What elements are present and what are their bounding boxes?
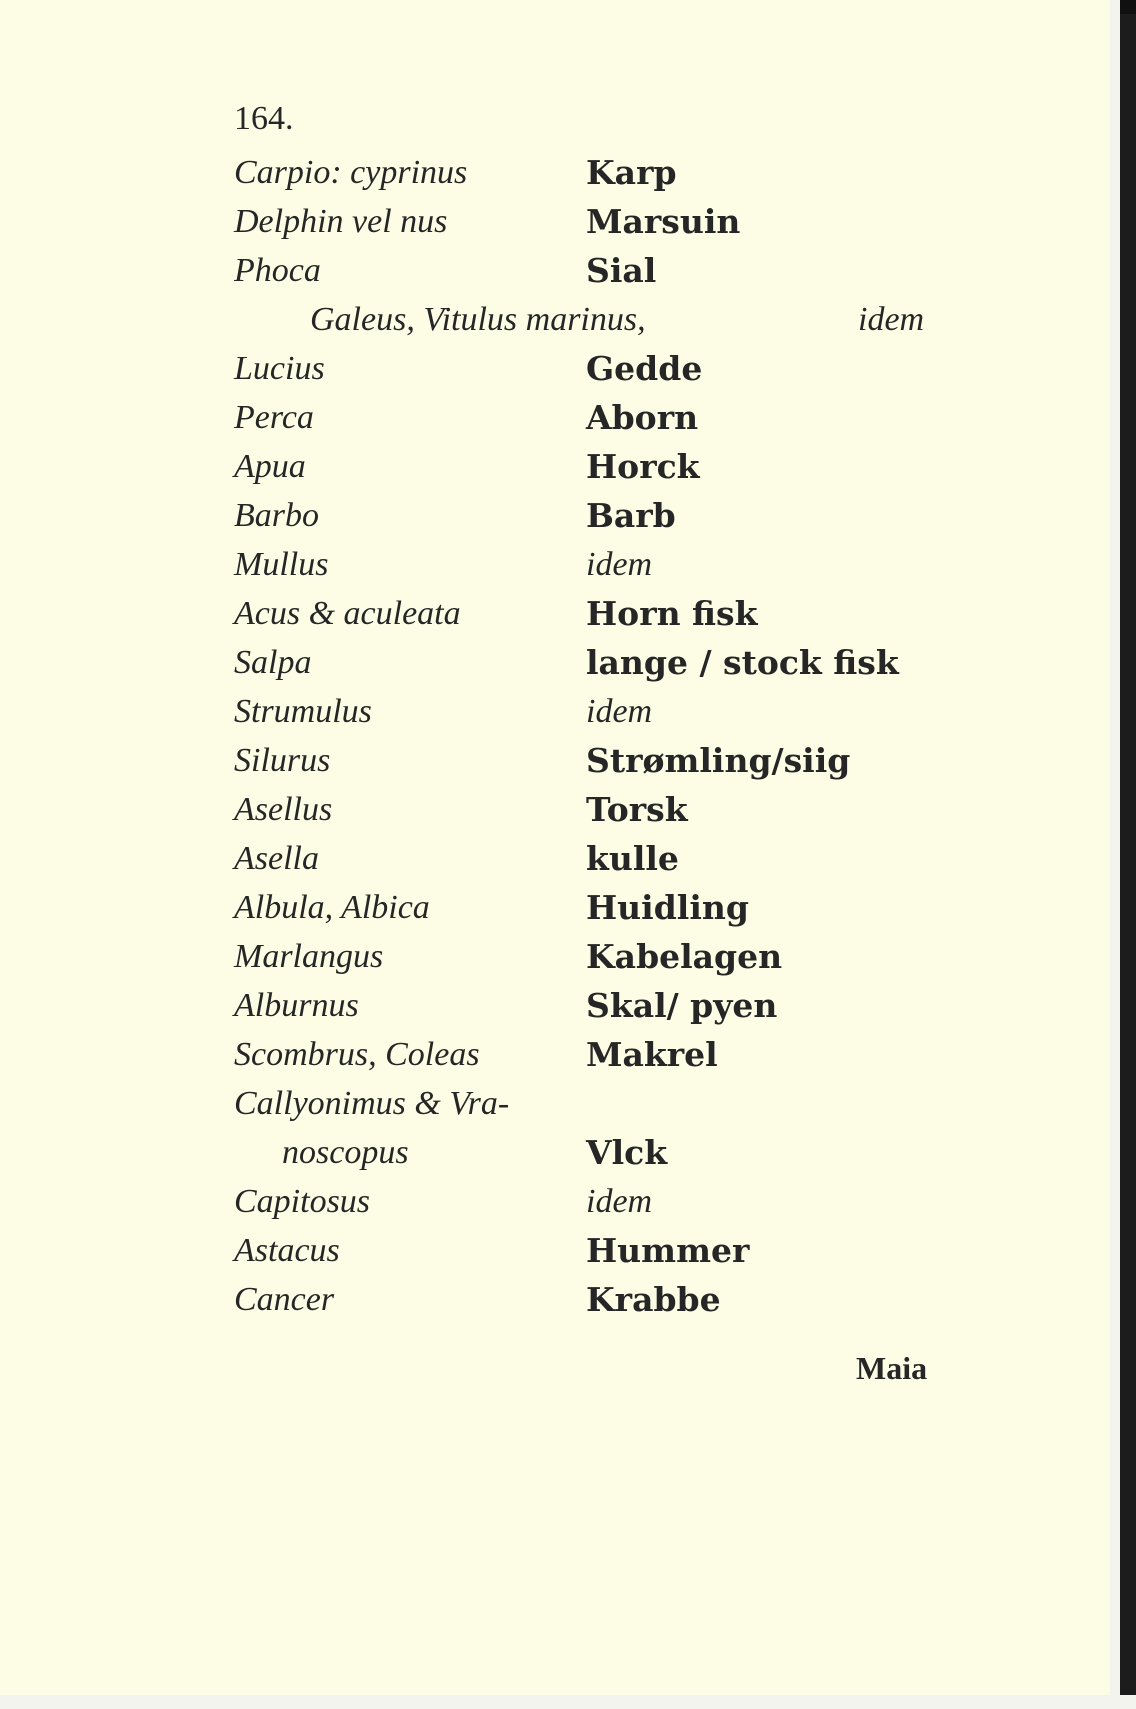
scan-edge-dark	[1120, 0, 1136, 1709]
danish-term: Gedde	[586, 349, 703, 388]
latin-term: Callyonimus & Vra-	[234, 1085, 510, 1122]
scan-edge-light	[1110, 0, 1120, 1709]
scan-edge-bottom	[0, 1695, 1136, 1709]
latin-term: Asella	[234, 840, 319, 877]
scan-edge-corner	[1120, 0, 1136, 14]
latin-term: Perca	[234, 399, 314, 436]
danish-term: idem	[858, 301, 925, 338]
latin-term: Alburnus	[234, 987, 359, 1024]
latin-term: Scombrus, Coleas	[234, 1036, 480, 1073]
danish-term: Strømling/siig	[586, 741, 851, 780]
danish-term: Vlck	[586, 1133, 668, 1172]
latin-term: Capitosus	[234, 1183, 371, 1220]
danish-term: Huidling	[586, 888, 749, 927]
danish-term: Skal/ pyen	[586, 986, 778, 1025]
latin-term: Albula, Albica	[234, 889, 430, 926]
danish-term: Makrel	[586, 1035, 718, 1074]
latin-term: Carpio: cyprinus	[234, 154, 468, 191]
danish-term: Marsuin	[586, 202, 741, 241]
danish-term: Krabbe	[586, 1280, 721, 1319]
danish-term: Aborn	[586, 398, 699, 437]
latin-term: Phoca	[234, 252, 321, 289]
danish-term: idem	[586, 693, 653, 730]
danish-term: idem	[586, 546, 653, 583]
danish-term: Horck	[586, 447, 700, 486]
danish-term: Torsk	[586, 790, 688, 829]
danish-term: kulle	[586, 839, 679, 878]
latin-term: Silurus	[234, 742, 331, 779]
danish-term: Karp	[586, 153, 677, 192]
latin-term: Marlangus	[234, 938, 384, 975]
latin-term: Asellus	[234, 791, 333, 828]
latin-term: Cancer	[234, 1281, 335, 1318]
latin-term: Astacus	[234, 1232, 340, 1269]
latin-term: Acus & aculeata	[234, 595, 461, 632]
latin-term: noscopus	[282, 1134, 409, 1171]
danish-term: Barb	[586, 496, 676, 535]
danish-term: idem	[586, 1183, 653, 1220]
latin-term: Apua	[234, 448, 306, 485]
danish-term: Kabelagen	[586, 937, 783, 976]
danish-term: Sial	[586, 251, 657, 290]
latin-term: Salpa	[234, 644, 312, 681]
latin-term: Strumulus	[234, 693, 372, 730]
catchword: Maia	[856, 1350, 928, 1386]
latin-term: Barbo	[234, 497, 319, 534]
latin-term: Lucius	[234, 350, 325, 387]
page-number: 164.	[234, 100, 294, 137]
danish-term: lange / stock fisk	[586, 643, 899, 682]
latin-term: Galeus, Vitulus marinus,	[310, 301, 646, 338]
latin-term: Delphin vel nus	[234, 203, 448, 240]
danish-term: Hummer	[586, 1231, 750, 1270]
latin-term: Mullus	[234, 546, 329, 583]
danish-term: Horn fisk	[586, 594, 758, 633]
